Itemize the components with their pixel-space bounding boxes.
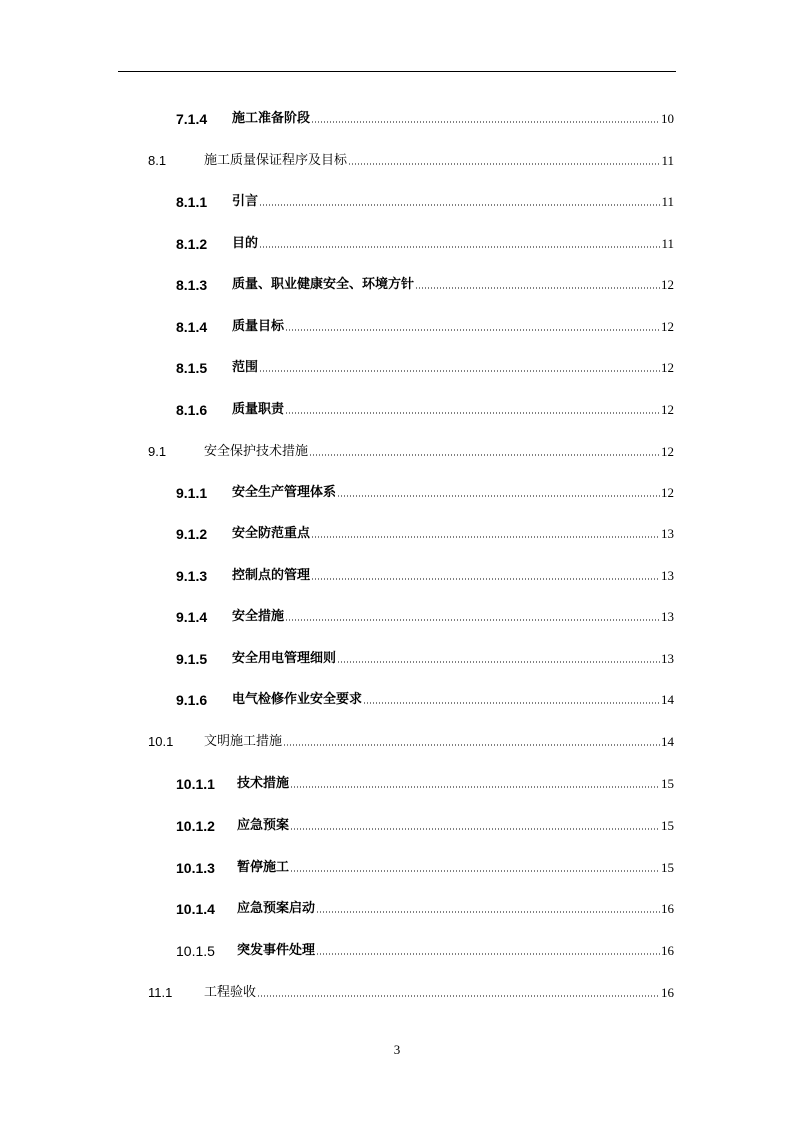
toc-entry[interactable] [176, 646, 674, 668]
toc-entry-page: 12 [661, 444, 674, 459]
toc-entry[interactable] [176, 480, 674, 502]
dot-leader [348, 162, 660, 166]
toc-entry-title: 范围 [232, 360, 259, 375]
dot-leader [415, 286, 660, 290]
toc-entry[interactable] [176, 938, 674, 960]
toc-entry-number: 9.1 [148, 444, 167, 459]
toc-entry[interactable] [176, 855, 674, 877]
toc-entry[interactable] [176, 771, 674, 793]
toc-entry-page: 13 [661, 568, 674, 583]
toc-entry-title: 质量职责 [232, 402, 285, 417]
toc-entry-number: 9.1.4 [176, 609, 208, 625]
toc-entry-title: 安全保护技术措施 [204, 444, 309, 459]
toc-entry-number: 8.1 [148, 153, 167, 168]
dot-leader [285, 328, 660, 332]
toc-entry-title: 文明施工措施 [204, 734, 283, 749]
dot-leader [309, 453, 660, 457]
toc-entry-page: 12 [661, 402, 674, 417]
dot-leader [259, 369, 660, 373]
dot-leader [259, 203, 660, 207]
toc-entry-number: 9.1.2 [176, 526, 208, 542]
toc-entry-number: 10.1.1 [176, 776, 215, 792]
toc-entry-title: 应急预案 [237, 818, 290, 833]
toc-entry-number: 8.1.2 [176, 236, 208, 252]
toc-entry[interactable] [176, 896, 674, 918]
dot-leader [285, 618, 660, 622]
dot-leader [285, 411, 660, 415]
toc-entry[interactable] [148, 148, 674, 170]
toc-entry-title: 目的 [232, 236, 259, 251]
toc-entry-page: 11 [661, 236, 674, 251]
toc-entry-title: 控制点的管理 [232, 568, 311, 583]
toc-entry-page: 12 [661, 319, 674, 334]
toc-entry-page: 16 [661, 943, 674, 958]
toc-entry-number: 9.1.3 [176, 568, 208, 584]
toc-entry[interactable] [176, 604, 674, 626]
toc-entry-number: 10.1.2 [176, 818, 215, 834]
dot-leader [363, 701, 660, 705]
toc-entry[interactable] [176, 397, 674, 419]
toc-entry-title: 施工质量保证程序及目标 [204, 153, 348, 168]
toc-entry-page: 16 [661, 985, 674, 1000]
dot-leader [259, 245, 660, 249]
toc-entry-title: 安全措施 [232, 609, 285, 624]
dot-leader [316, 952, 660, 956]
toc-entry-page: 15 [661, 776, 674, 791]
toc-entry-title: 安全防范重点 [232, 526, 311, 541]
dot-leader [283, 743, 660, 747]
toc-entry-number: 10.1.3 [176, 860, 215, 876]
dot-leader [337, 494, 660, 498]
toc-entry-page: 13 [661, 609, 674, 624]
toc-entry-title: 暂停施工 [237, 860, 290, 875]
toc-entry-number: 10.1.5 [176, 943, 215, 959]
toc-entry-page: 15 [661, 860, 674, 875]
toc-entry-title: 技术措施 [237, 776, 290, 791]
toc-entry-page: 16 [661, 901, 674, 916]
toc-entry-page: 10 [661, 111, 674, 126]
toc-entry-page: 15 [661, 818, 674, 833]
toc-entry[interactable] [176, 563, 674, 585]
toc-entry-page: 12 [661, 277, 674, 292]
toc-entry[interactable] [176, 687, 674, 709]
toc-entry-number: 7.1.4 [176, 111, 208, 127]
toc-entry-number: 8.1.5 [176, 360, 208, 376]
dot-leader [311, 577, 660, 581]
toc-entry[interactable] [176, 189, 674, 211]
dot-leader [290, 869, 660, 873]
toc-entry-title: 施工准备阶段 [232, 111, 311, 126]
toc-entry-title: 工程验收 [204, 985, 257, 1000]
toc-entry-page: 12 [661, 485, 674, 500]
toc-entry-number: 11.1 [148, 985, 173, 1000]
toc-entry-title: 应急预案启动 [237, 901, 316, 916]
header-rule [118, 71, 676, 72]
toc-entry-title: 安全用电管理细则 [232, 651, 337, 666]
toc-entry-page: 11 [661, 153, 674, 168]
toc-entry-page: 13 [661, 651, 674, 666]
toc-entry-page: 14 [661, 692, 674, 707]
toc-entry[interactable] [176, 813, 674, 835]
toc-entry-number: 8.1.6 [176, 402, 208, 418]
dot-leader [290, 827, 660, 831]
toc-entry-number: 9.1.5 [176, 651, 208, 667]
toc-entry[interactable] [176, 231, 674, 253]
dot-leader [257, 994, 660, 998]
toc-entry[interactable] [176, 272, 674, 294]
toc-entry-page: 11 [661, 194, 674, 209]
toc-entry[interactable] [148, 729, 674, 751]
toc-entry-number: 10.1.4 [176, 901, 215, 917]
dot-leader [311, 535, 660, 539]
toc-entry-number: 8.1.1 [176, 194, 208, 210]
toc-entry-title: 突发事件处理 [237, 943, 316, 958]
toc-entry-title: 安全生产管理体系 [232, 485, 337, 500]
dot-leader [337, 660, 660, 664]
toc-entry-title: 引言 [232, 194, 259, 209]
dot-leader [316, 910, 660, 914]
toc-entry-page: 12 [661, 360, 674, 375]
toc-entry[interactable] [148, 439, 674, 461]
toc-entry-page: 14 [661, 734, 674, 749]
toc-entry[interactable] [176, 355, 674, 377]
toc-entry[interactable] [148, 980, 674, 1002]
toc-entry-title: 质量、职业健康安全、环境方针 [232, 277, 415, 292]
toc-entry[interactable] [176, 106, 674, 128]
toc-entry[interactable] [176, 521, 674, 543]
toc-entry-number: 9.1.1 [176, 485, 208, 501]
toc-entry-title: 质量目标 [232, 319, 285, 334]
toc-entry[interactable] [176, 314, 674, 336]
dot-leader [311, 120, 660, 124]
toc-entry-number: 8.1.4 [176, 319, 208, 335]
toc-entry-number: 10.1 [148, 734, 174, 749]
dot-leader [290, 785, 660, 789]
toc-entry-title: 电气检修作业安全要求 [232, 692, 363, 707]
toc-entry-number: 8.1.3 [176, 277, 208, 293]
toc-entry-number: 9.1.6 [176, 692, 208, 708]
toc-entry-page: 13 [661, 526, 674, 541]
page-number: 3 [393, 1042, 401, 1057]
